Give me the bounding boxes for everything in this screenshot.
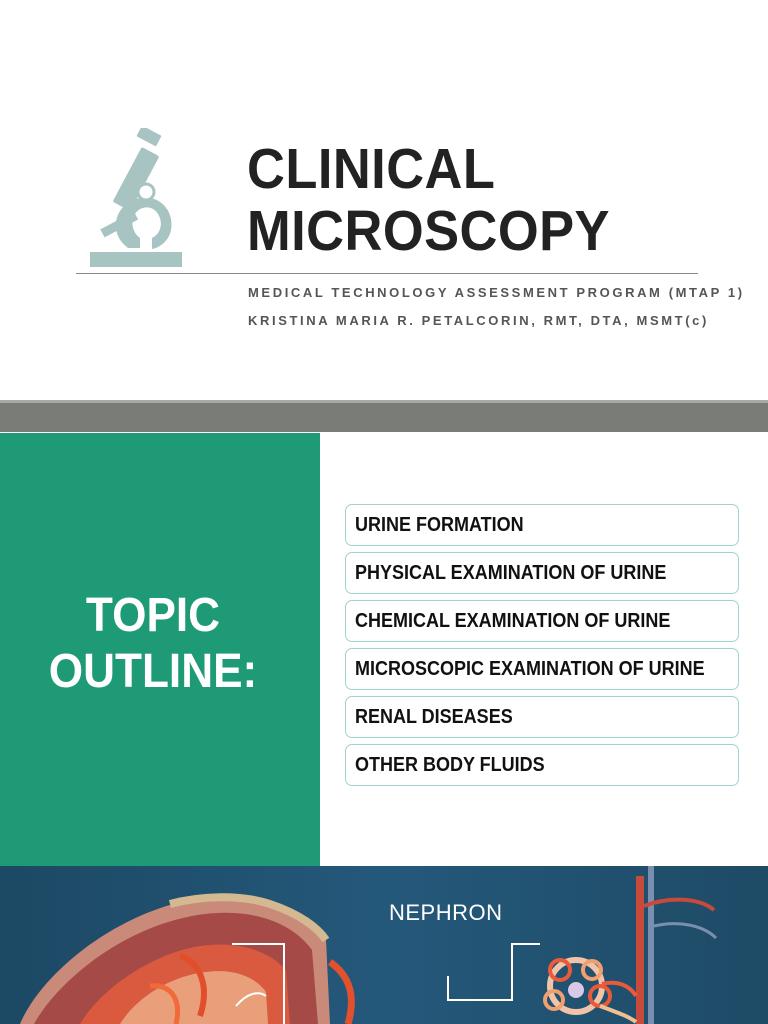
title-divider-line (76, 273, 698, 274)
topic-heading-line-2: OUTLINE: (48, 645, 258, 698)
microscope-icon (88, 128, 184, 270)
slide-divider (0, 400, 768, 433)
slide-nephron (0, 866, 768, 1024)
program-subtitle: MEDICAL TECHNOLOGY ASSESSMENT PROGRAM (MTAP 1) (248, 285, 745, 300)
topic-item-label: PHYSICAL EXAMINATION OF URINE (355, 561, 667, 584)
slide-title-heading (247, 138, 610, 262)
topic-item (345, 696, 739, 738)
topic-item (345, 648, 739, 690)
slide-topic-outline (0, 433, 768, 866)
divider-band (0, 402, 768, 432)
nephron-label: NEPHRON (389, 900, 503, 925)
topic-heading-line-1: TOPIC (85, 589, 221, 642)
topic-item-label: MICROSCOPIC EXAMINATION OF URINE (355, 657, 705, 680)
topic-heading (12, 588, 294, 700)
nephron-illustration (0, 866, 768, 1024)
slide-title (0, 0, 768, 400)
topic-item-label: CHEMICAL EXAMINATION OF URINE (355, 609, 671, 632)
topic-item (345, 552, 739, 594)
topic-item (345, 744, 739, 786)
author-subtitle: KRISTINA MARIA R. PETALCORIN, RMT, DTA, MSMT(c) (248, 313, 709, 328)
topic-panel (0, 433, 320, 866)
topic-item-label: OTHER BODY FLUIDS (355, 753, 545, 776)
title-line-1: CLINICAL (247, 137, 496, 201)
title-line-2: MICROSCOPY (247, 199, 610, 263)
topic-item-label: RENAL DISEASES (355, 705, 513, 728)
divider-band-highlight (0, 400, 768, 403)
topic-item (345, 600, 739, 642)
topic-item-label: URINE FORMATION (355, 513, 524, 536)
topic-item (345, 504, 739, 546)
topic-list (345, 504, 739, 792)
